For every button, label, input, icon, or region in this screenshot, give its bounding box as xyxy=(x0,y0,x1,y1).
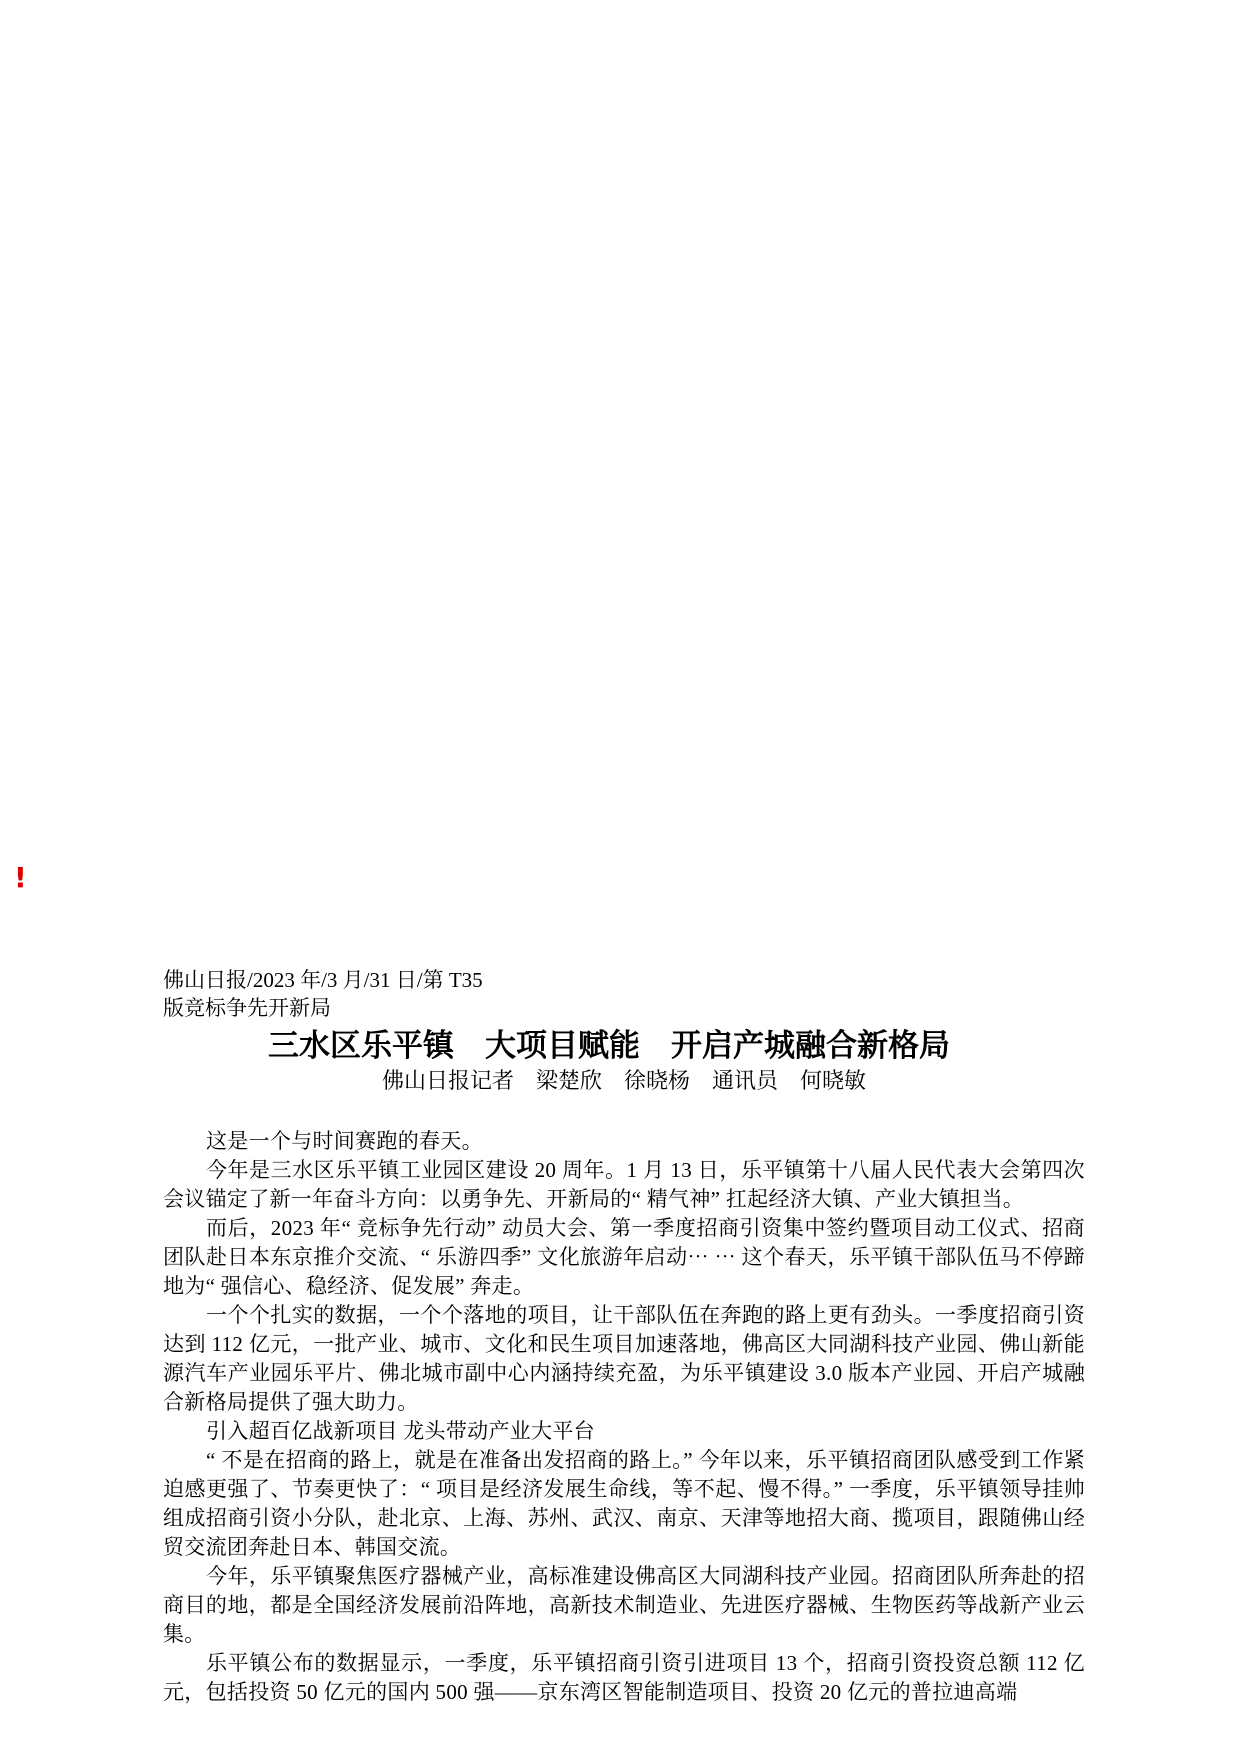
source-line: 佛山日报/2023 年/3 月/31 日/第 T35 xyxy=(163,968,483,992)
paragraph: 乐平镇公布的数据显示，一季度，乐平镇招商引资引进项目 13 个，招商引资投资总额 112 亿元，包括投资 50 亿元的国内 500 强——京东湾区智能制造项目、投资 20 亿元的普拉迪高端 xyxy=(163,1651,1085,1704)
paragraph: 这是一个与时间赛跑的春天。 xyxy=(206,1129,483,1153)
article-body xyxy=(163,1127,1085,1707)
paragraph: 而后，2023 年“ 竞标争先行动” 动员大会、第一季度招商引资集中签约暨项目动工仪式、招商团队赴日本东京推介交流、“ 乐游四季” 文化旅游年启动⋯ ⋯ 这个春天，乐平镇干部队伍马不停蹄地为“ 强信心、稳经济、促发展” 奔走。 xyxy=(163,1216,1085,1298)
paragraph: 今年，乐平镇聚焦医疗器械产业，高标准建设佛高区大同湖科技产业园。招商团队所奔赴的招商目的地，都是全国经济发展前沿阵地，高新技术制造业、先进医疗器械、生物医药等战新产业云集。 xyxy=(163,1564,1085,1646)
column-line: 版竞标争先开新局 xyxy=(163,996,331,1020)
article-headline: 三水区乐平镇 大项目赋能 开启产城融合新格局 xyxy=(268,1028,950,1064)
article xyxy=(163,966,1085,1707)
paragraph: “ 不是在招商的路上，就是在准备出发招商的路上。” 今年以来，乐平镇招商团队感受到工作紧迫感更强了、节奏更快了：“ 项目是经济发展生命线，等不起、慢不得。” 一季度，乐平镇领导挂帅组成招商引资小分队，赴北京、上海、苏州、武汉、南京、天津等地招大商、揽项目，跟随佛山经贸交流团奔赴日本、韩国交流。 xyxy=(163,1448,1085,1559)
article-byline: 佛山日报记者 梁楚欣 徐晓杨 通讯员 何晓敏 xyxy=(381,1069,866,1094)
paragraph: 一个个扎实的数据，一个个落地的项目，让干部队伍在奔跑的路上更有劲头。一季度招商引资达到 112 亿元，一批产业、城市、文化和民生项目加速落地，佛高区大同湖科技产业园、佛山新能源汽车产业园乐平片、佛北城市副中心内涵持续充盈，为乐平镇建设 3.0 版本产业园、开启产城融合新格局提供了强大助力。 xyxy=(163,1303,1085,1414)
paragraph: 今年是三水区乐平镇工业园区建设 20 周年。1 月 13 日，乐平镇第十八届人民代表大会第四次会议锚定了新一年奋斗方向：以勇争先、开新局的“ 精气神” 扛起经济大镇、产业大镇担当。 xyxy=(163,1158,1085,1211)
red-exclamation-mark: ! xyxy=(14,861,27,894)
section-subheading: 引入超百亿战新项目 龙头带动产业大平台 xyxy=(206,1419,595,1443)
